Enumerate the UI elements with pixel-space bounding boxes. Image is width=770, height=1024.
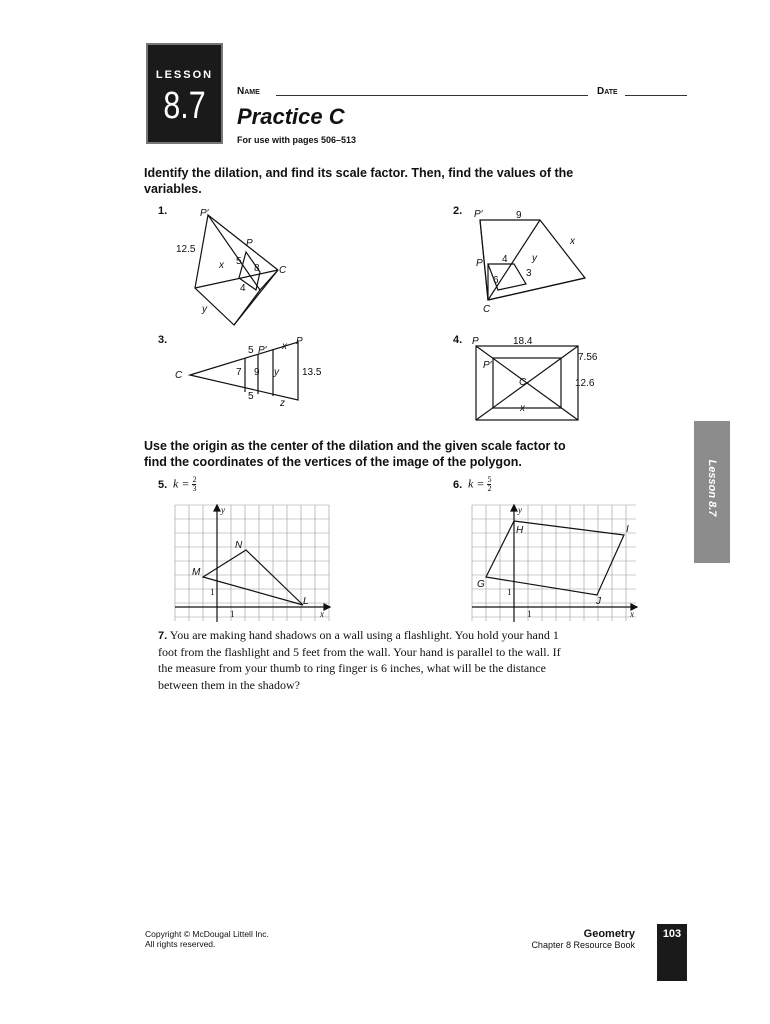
problem3-figure [170,330,340,410]
problem1-figure [160,200,310,330]
p2-label: x [570,236,575,247]
p3-label: x [282,341,287,352]
p2-label: 6 [493,275,499,286]
p4-label: 18.4 [513,336,533,347]
p1-label: P [246,238,253,249]
p4-label: P′ [483,360,492,371]
name-field[interactable] [276,95,588,96]
p6-tick-y: 1 [507,587,512,597]
lesson-number: 8.7 [163,85,206,127]
p5-scale-factor [173,476,196,493]
problem1-number: 1. [158,205,168,217]
page-title: Practice C [237,104,345,129]
p5-tick-y: 1 [210,587,215,597]
page-subtitle: For use with pages 506–513 [237,135,357,145]
lesson-word: LESSON [155,69,214,81]
p5-y-arrow [214,505,220,511]
p5-k: k = [173,476,190,491]
p3-label: y [274,367,279,378]
p5-axis-x: x [320,609,324,619]
book-info [480,928,635,950]
name-label: Name [237,86,260,97]
p1-label: P′ [200,208,209,219]
p4-label: C [519,377,527,388]
problem2-figure [470,200,600,320]
p6-y-arrow [511,505,517,511]
p2-label: 9 [516,210,522,221]
p6-tick-x: 1 [527,609,532,619]
p6-vertex: H [516,525,524,536]
p5-triangle [203,550,303,605]
p2-label: 3 [526,268,532,279]
problem2-number: 2. [453,205,463,217]
copyright-line1: Copyright © McDougal Littell Inc. [145,929,269,939]
p6-vertex: J [596,596,601,607]
p2-label: P [476,258,483,269]
copyright-line2: All rights reserved. [145,938,216,949]
p1-label: 8 [254,263,260,274]
problem4-figure [468,330,608,425]
problem6-graph [472,505,642,625]
p3-label: 13.5 [302,367,322,378]
lesson-side-tab-label: Lesson 8.7 [706,459,718,517]
p1-label: 12.5 [176,244,196,255]
p6-frac-den: 2 [487,484,492,493]
p3-label: P′ [258,345,267,356]
p5-vertex: M [192,567,201,578]
p3-label: C [175,370,183,381]
p3-label: z [280,398,285,409]
p1-label: x [219,260,224,271]
p3-label: 7 [236,367,242,378]
problem7-number: 7. [158,630,168,642]
p6-axis-y: y [518,505,522,515]
p5-vertex: L [303,596,309,607]
problem7-text: You are making hand shadows on a wall using a flashlight. You hold your hand 1 foot from the flashlight and 5 feet from the wall. Your hand is parallel to the wall. If the measure from your thumb to ring finger is 6 inches, what will be the distance between them in the shadow? [158,628,561,692]
p6-quadrilateral [486,521,624,595]
p3-label: P [296,336,303,347]
p4-label: P [472,336,479,347]
problem4-number: 4. [453,334,463,346]
p3-label: 5 [248,345,254,356]
p2-label: 4 [502,254,508,265]
p4-label: 7.56 [578,352,598,363]
p1-label: y [202,304,207,315]
section2-instruction: Use the origin as the center of the dilation and the given scale factor to find the coordinates of the vertices of the image of the polygon. [144,439,566,469]
p3-label: 9 [254,367,260,378]
p6-vertex: G [477,579,485,590]
p6-scale-factor [468,476,491,493]
p1-label: C [279,265,287,276]
date-label: Date [597,86,618,97]
p5-frac-num: 2 [192,475,197,484]
problem5-number: 5. [158,479,168,491]
p4-label: 12.6 [575,378,595,389]
lesson-badge [146,43,223,144]
book-subtitle: Chapter 8 Resource Book [531,940,635,950]
p2-label: y [532,253,537,264]
page-number: 103 [662,928,682,940]
problem3-number: 3. [158,334,168,346]
p3-label: 5 [248,391,254,402]
p5-vertex: N [235,540,243,551]
p4-label: x [520,403,525,414]
p1-label: 4 [240,283,246,294]
p1-label: 5 [236,256,242,267]
problem7 [158,627,578,693]
section1-instruction: Identify the dilation, and find its scale factor. Then, find the values of the variables. [144,166,574,196]
p5-tick-x: 1 [230,609,235,619]
p5-frac-den: 3 [192,484,197,493]
p6-frac-num: 5 [487,475,492,484]
copyright [145,930,269,949]
p5-axis-y: y [221,505,225,515]
book-title: Geometry [583,928,635,940]
p6-axis-x: x [630,609,634,619]
p6-vertex: I [626,524,629,535]
problem6-number: 6. [453,479,463,491]
problem5-graph [175,505,335,625]
p2-label: P′ [474,209,483,220]
p2-label: C [483,304,491,315]
date-field[interactable] [625,95,687,96]
p6-k: k = [468,476,485,491]
